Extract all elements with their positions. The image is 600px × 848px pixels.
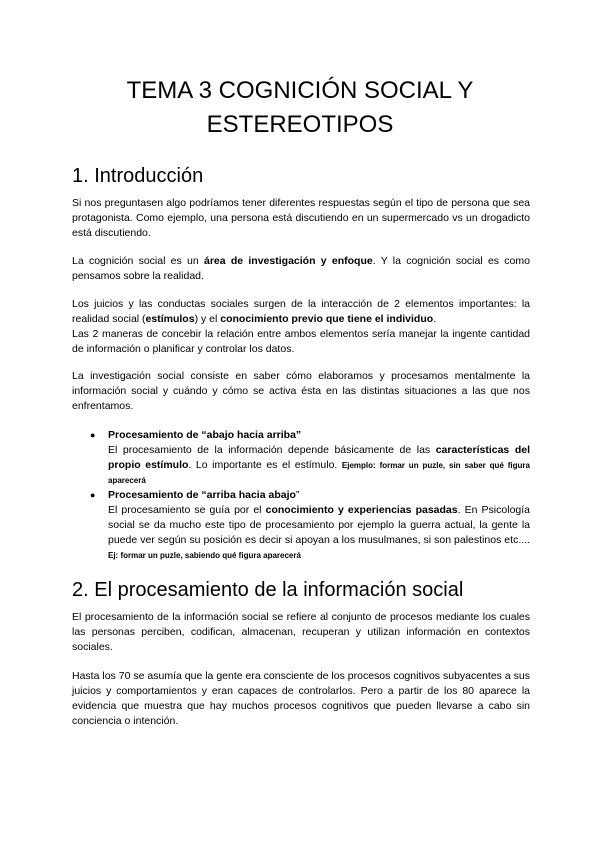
bullet-icon: ● bbox=[90, 430, 96, 440]
example-note: Ejemplo: formar un puzle, sin saber qué figura aparecerá bbox=[108, 461, 530, 485]
processing-list bbox=[72, 428, 530, 563]
emphasis-text: conocimiento previo que tiene el individuo bbox=[220, 313, 434, 325]
list-item: ● Procesamiento de “abajo hacia arriba” El procesamiento de la información depende básicamente de las características del propio estímulo. Lo importante es el estímulo. Ejemplo: formar un puzle, sin saber qué figura aparecerá bbox=[90, 429, 530, 485]
intro-paragraph-2: La cognición social es un área de investigación y enfoque. Y la cognición social es como pensamos sobre la realidad. bbox=[72, 255, 530, 282]
intro-paragraph-1: Si nos preguntasen algo podríamos tener diferentes respuestas según el tipo de persona que sea protagonista. Como ejemplo, una persona está discutiendo en un supermercado vs un drogadicto está discutiendo. bbox=[72, 197, 530, 239]
section-2-paragraph-2: Hasta los 70 se asumía que la gente era consciente de los procesos cognitivos subyacentes a sus juicios y comportamientos y eran capaces de controlarlos. Pero a partir de los 80 aparece la evidencia que muestra que hay muchos procesos cognitivos que pueden llevarse a cabo sin conciencia o intención. bbox=[72, 670, 530, 727]
emphasis-text: conocimiento y experiencias pasadas bbox=[265, 504, 458, 516]
bullet-title: Procesamiento de “abajo hacia arriba” bbox=[108, 429, 302, 441]
title-line-2: ESTEREOTIPOS bbox=[206, 111, 394, 138]
section-2-paragraph-1: El procesamiento de la información social se refiere al conjunto de procesos mediante los cuales las personas perciben, codifican, almacenan, recuperan y utilizan información en contextos sociales. bbox=[72, 611, 530, 653]
title-line-1: TEMA 3 COGNICIÓN SOCIAL Y bbox=[126, 77, 474, 104]
emphasis-text: estímulos bbox=[145, 313, 195, 325]
list-item: ● Procesamiento de “arriba hacia abajo” El procesamiento se guía por el conocimiento y experiencias pasadas. En Psicología social se da mucho este tipo de procesamiento por ejemplo la guerra actual, la gente la puede ver según su posición es decir si apoyan a los musulmanes, si son palestinos etc.... Ej: formar un puzle, sabiendo qué figura aparecerá bbox=[90, 489, 531, 560]
emphasis-text: área de investigación y enfoque bbox=[204, 255, 373, 267]
bullet-title: Procesamiento de “arriba hacia abajo” bbox=[108, 489, 300, 501]
example-note: Ej: formar un puzle, sabiendo qué figura aparecerá bbox=[108, 551, 301, 560]
bullet-icon: ● bbox=[90, 490, 96, 500]
section-1-heading: 1. Introducción bbox=[72, 165, 204, 187]
intro-paragraph-4: La investigación social consiste en saber cómo elaboramos y procesamos mentalmente la información social y cuándo y cómo se activa ésta en las distintas situaciones a las que nos enfrentamos. bbox=[72, 370, 530, 412]
intro-paragraph-3: Los juicios y las conductas sociales surgen de la interacción de 2 elementos importantes: la realidad social (estímulos) y el conocimiento previo que tiene el individuo. Las 2 maneras de concebir la relación entre ambos elementos sería manejar la ingente cantidad de información o planificar y controlar los datos. bbox=[72, 298, 530, 355]
page-title bbox=[60, 74, 540, 142]
emphasis-text: características del propio estímulo bbox=[108, 444, 530, 471]
section-2-heading: 2. El procesamiento de la información social bbox=[72, 579, 464, 601]
